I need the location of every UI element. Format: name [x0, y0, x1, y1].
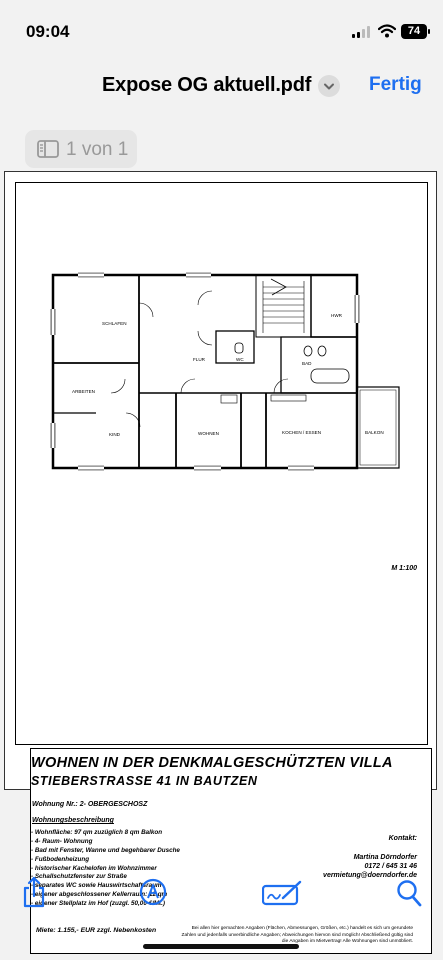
- floorplan-frame: [15, 182, 428, 745]
- unit-number: Wohnung Nr.: 2- OBERGESCHOSZ: [32, 801, 148, 808]
- done-button[interactable]: Fertig: [369, 74, 422, 95]
- signal-icon: [352, 26, 372, 38]
- expose-subheadline: STIEBERSTRASSE 41 IN BAUTZEN: [31, 774, 258, 788]
- navigation-bar: [0, 64, 443, 108]
- disclaimer: Bei allen hier gemachten Angaben (Flächen, Abmessungen, Größen, etc.) handelt es sich um gerundete Zahlen und jedenfalls unverbindliche Angaben; Abweichungen hiervon sind möglich! Abschließend gültig sind die Angaben im Mietvertrag! Alle Wohnungen sind unmöbliert.: [181, 926, 413, 945]
- room-label-hwr: HWR: [331, 313, 342, 318]
- markup-icon[interactable]: [139, 878, 167, 906]
- status-bar: [0, 0, 443, 64]
- room-label-bad: BAD: [302, 361, 312, 366]
- feature-item: - historischer Kachelofen im Wohnzimmer: [31, 864, 157, 872]
- search-icon[interactable]: [396, 879, 422, 907]
- room-label-wc: WC: [236, 357, 244, 362]
- feature-item: - separates WC sowie Hauswirtschaftsraum: [31, 882, 162, 890]
- room-label-wohnen: WOHNEN: [198, 431, 219, 436]
- room-label-schlafen: SCHLAFEN: [102, 321, 127, 326]
- scale-label: M 1:100: [391, 565, 417, 572]
- feature-item: - Fußbodenheizung: [31, 855, 90, 863]
- contact-name: Martina Dörndorfer: [353, 854, 417, 861]
- room-label-balkon: BALKON: [365, 430, 384, 435]
- feature-item: - Wohnfläche: 97 qm zuzüglich 8 qm Balkon: [31, 829, 163, 836]
- feature-item: - eigener abgeschlossener Kellerraum: 12 qm: [31, 891, 168, 899]
- floorplan-drawing: [16, 183, 429, 746]
- feature-item: - eigener Stellplatz im Hof (zuzgl. 50,00 €/Mt.): [31, 900, 166, 908]
- pdf-page[interactable]: [4, 171, 437, 945]
- room-label-flur: FLUR: [193, 357, 205, 362]
- status-time: 09:04: [26, 22, 70, 41]
- contact-email: vermietung@doerndorfer.de: [323, 872, 417, 879]
- page-indicator[interactable]: [25, 130, 137, 168]
- feature-item: - 4- Raum- Wohnung: [31, 837, 93, 845]
- feature-item: - Bad mit Fenster, Wanne und begehbarer Dusche: [31, 846, 180, 854]
- bottom-toolbar: [0, 862, 443, 926]
- description-heading: Wohnungsbeschreibung: [32, 817, 114, 824]
- room-label-kind: KIND: [109, 432, 120, 437]
- room-label-kochen: KOCHEN / ESSEN: [282, 430, 322, 435]
- contact-phone: 0172 / 645 31 46: [364, 863, 417, 870]
- signature-icon[interactable]: [262, 880, 302, 906]
- page-counter: 1 von 1: [66, 139, 129, 160]
- document-title[interactable]: Expose OG aktuell.pdf: [102, 74, 312, 96]
- wifi-icon: [378, 24, 396, 38]
- expose-headline: WOHNEN IN DER DENKMALGESCHÜTZTEN VILLA: [31, 755, 393, 771]
- home-indicator[interactable]: [143, 944, 299, 949]
- battery-tip: [428, 29, 430, 34]
- feature-item: - Schallschutzfenster zur Straße: [31, 873, 127, 881]
- share-icon[interactable]: [21, 876, 47, 908]
- battery-icon: 74: [401, 24, 427, 39]
- chevron-down-icon[interactable]: [318, 75, 340, 97]
- room-label-arbeiten: ARBEITEN: [72, 389, 95, 394]
- sidebar-pages-icon: [37, 140, 59, 158]
- contact-heading: Kontakt:: [388, 835, 417, 842]
- rent-info: Miete: 1.155,- EUR zzgl. Nebenkosten: [36, 927, 157, 934]
